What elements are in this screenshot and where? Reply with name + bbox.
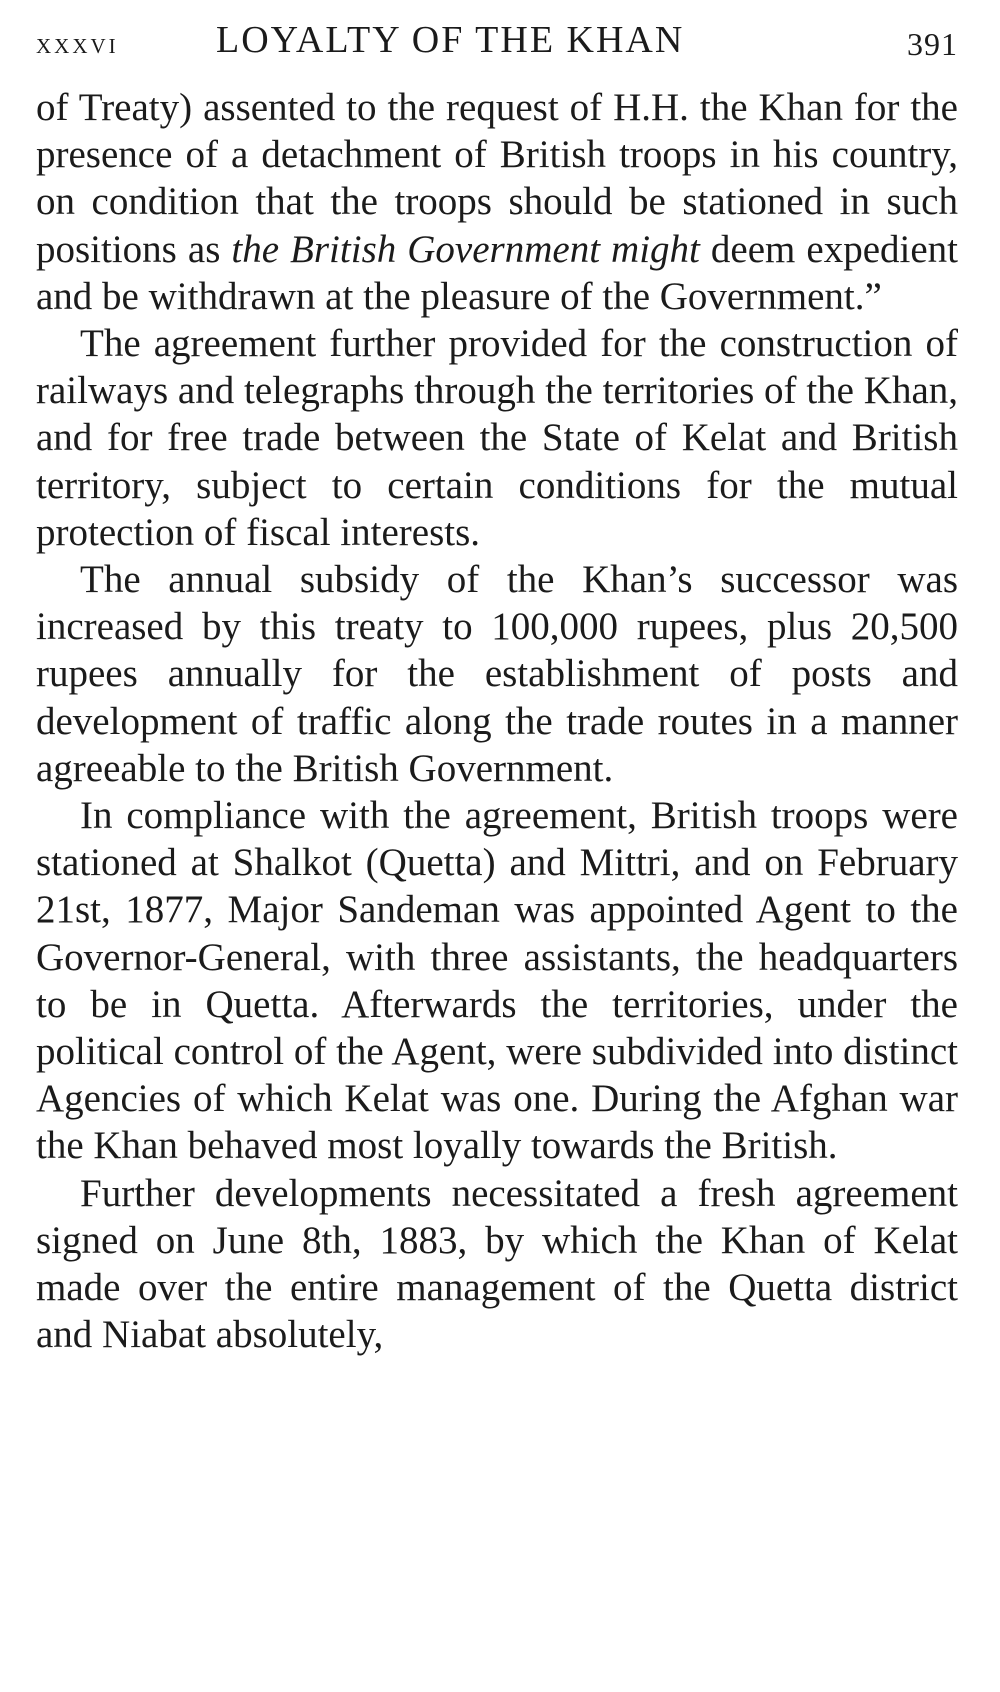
paragraph: Further developments necessitated a fresh agreement signed on June 8th, 1883, by which the Khan of Kelat made over the entire management of the Quetta district and Niabat absolutely, [36,1171,958,1357]
book-page [36,14,958,1358]
paragraph-continued [36,84,958,320]
running-title: LOYALTY OF THE KHAN [216,19,685,61]
page-number: 391 [907,26,958,62]
body-text [36,84,958,1358]
chapter-number: xxxvi [36,27,119,60]
italic-text: the British Government might [231,227,700,271]
paragraph: The agreement further provided for the construction of railways and telegraphs through the territories of the Khan, and for free trade between the State of Kelat and British territory, subject to certain conditions for the mutual protection of fiscal interests. [36,322,958,554]
paragraph: In compliance with the agreement, British troops were stationed at Shalkot (Quetta) and Mittri, and on February 21st, 1877, Major Sandeman was appointed Agent to the Governor-General, with three assistants, the headquarters to be in Quetta. Afterwards the territories, under the political control of the Agent, were subdivided into distinct Agencies of which Kelat was one. During the Afghan war the Khan behaved most loyally towards the British. [36,794,958,1168]
running-head [36,14,958,66]
paragraph-text-part: deem expedient and be withdrawn at the pleasure of the Government.” [36,227,958,318]
paragraph: The annual subsidy of the Khan’s successor was increased by this treaty to 100,000 rupees, plus 20,500 rupees annually for the establishment of posts and development of traffic along the trade routes in a manner agreeable to the British Government. [36,558,958,790]
paragraph-text-part: of Treaty) assented to the request of H.H. the Khan for the presence of a detachment of British troops in his country, on condition that the troops should be stationed in such positions as [36,86,958,271]
